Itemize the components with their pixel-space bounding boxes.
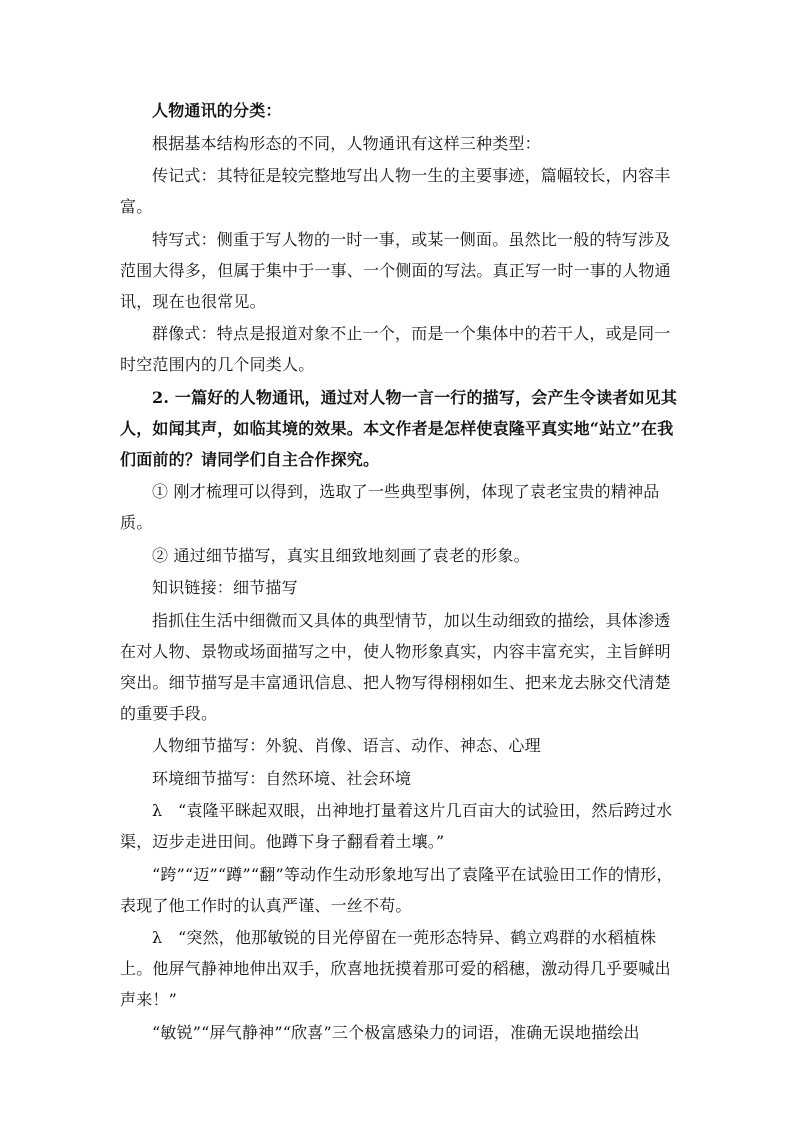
- bullet-symbol: λ: [152, 928, 163, 947]
- analysis-2-paragraph: “敏锐”“屏气静神”“欣喜”三个极富感染力的词语，准确无误地描绘出: [152, 1022, 640, 1042]
- intro-paragraph: 根据基本结构形态的不同，人物通讯有这样三种类型：: [152, 133, 541, 153]
- question-2-paragraph: 2. 一篇好的人物通讯，通过对人物一言一行的描写，会产生令读者如见其人，如闻其声，如临其境的效果。本文作者是怎样使袁隆平真实地“站立”在我们面前的？请同学们自主合作探究。: [120, 387, 678, 469]
- quote-1-paragraph: [120, 795, 678, 857]
- type-feature-paragraph: 特写式：侧重于写人物的一时一事，或某一侧面。虽然比一般的特写涉及范围大得多，但属于集中于一事、一个侧面的写法。真正写一时一事的人物通讯，现在也很常见。: [120, 229, 671, 311]
- environment-details-paragraph: 环境细节描写：自然环境、社会环境: [152, 768, 412, 788]
- bullet-symbol: λ: [152, 801, 163, 820]
- answer-2-paragraph: ② 通过细节描写，真实且细致地刻画了袁老的形象。: [152, 545, 530, 565]
- quote-1-text: “袁隆平眯起双眼，出神地打量着这片几百亩大的试验田，然后跨过水渠，迈步走进田间。他蹲下身子翻看着土壤。”: [120, 801, 673, 851]
- character-details-paragraph: 人物细节描写：外貌、肖像、语言、动作、神态、心理: [152, 736, 541, 755]
- quote-2-text: “突然，他那敏锐的目光停留在一蔸形态特异、鹤立鸡群的水稻植株上。他屏气静神地伸出双手，欣喜地抚摸着那可爱的稻穗，激动得几乎要喊出声来！”: [120, 928, 671, 1009]
- quote-2-paragraph: [120, 922, 678, 1015]
- section-title: 人物通讯的分类：: [152, 101, 282, 120]
- document-body: [120, 95, 678, 1049]
- knowledge-link-heading: 知识链接：细节描写: [152, 578, 298, 597]
- type-group-paragraph: 群像式：特点是报道对象不止一个，而是一个集体中的若干人，或是同一时空范围内的几个同类人。: [120, 324, 671, 374]
- detail-definition-paragraph: 指抓住生活中细微而又具体的典型情节，加以生动细致的描绘，具体渗透在对人物、景物或场面描写之中，使人物形象真实，内容丰富充实，主旨鲜明突出。细节描写是丰富通讯信息、把人物写得栩栩如生、把来龙去脉交代清楚的重要手段。: [120, 610, 671, 723]
- analysis-1-paragraph: “跨”“迈”“蹲”“翻”等动作生动形象地写出了袁隆平在试验田工作的情形，表现了他工作时的认真严谨、一丝不苟。: [120, 864, 673, 915]
- type-biographical-paragraph: 传记式：其特征是较完整地写出人物一生的主要事迹，篇幅较长，内容丰富。: [120, 166, 671, 216]
- answer-1-paragraph: ① 刚才梳理可以得到，选取了一些典型事例，体现了袁老宝贵的精神品质。: [120, 482, 660, 532]
